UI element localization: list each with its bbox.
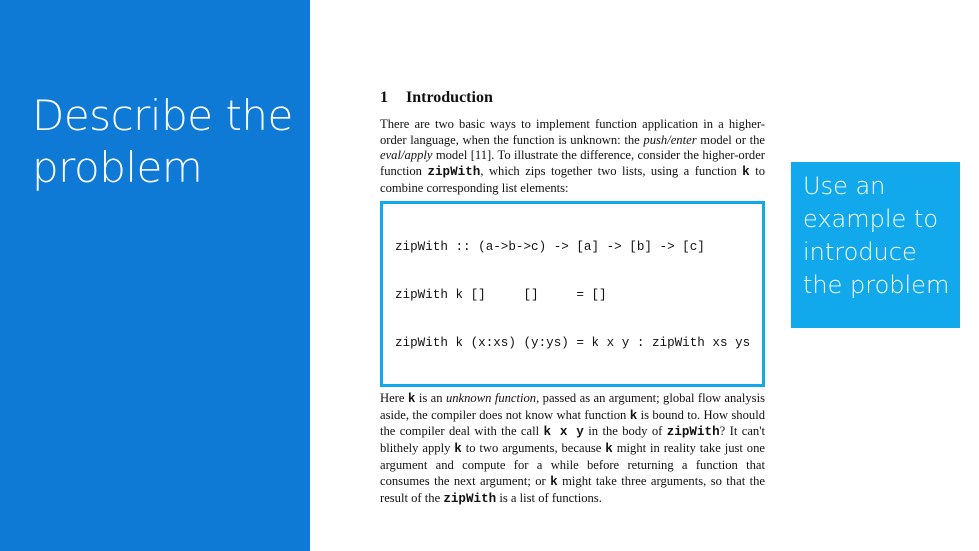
text-span: There are two basic ways to implement function application in a higher-order language, when the function is unknown: the: [380, 116, 765, 147]
code-term: k: [629, 408, 638, 423]
text-span: ? It can't blithely apply: [380, 424, 765, 456]
text-span: might in reality take just one argument and compute for a while before returning a function that consumes the next argument; or: [380, 441, 765, 488]
text-span: , passed as an argument; global flow analysis aside, the compiler does not know what function: [380, 390, 765, 422]
text-span: to combine corresponding list elements:: [380, 164, 765, 195]
callout-box: [791, 162, 960, 328]
text-span: model [11]. To illustrate the difference, consider the higher-order function: [380, 148, 765, 179]
push-enter-term: push/enter: [643, 132, 697, 147]
code-term: k: [742, 165, 750, 180]
text-span: is bound to. How should the compiler deal with the call: [380, 407, 765, 439]
paper-excerpt: [380, 88, 765, 507]
code-line: zipWith k [] [] = []: [395, 287, 607, 302]
callout-text: Use an example to introduce the problem: [803, 172, 950, 299]
text-span: is a list of functions.: [496, 490, 602, 505]
eval-apply-term: eval/apply: [380, 148, 433, 163]
text-span: Here: [380, 390, 408, 405]
section-title: Introduction: [406, 89, 493, 106]
section-number: 1: [380, 89, 388, 106]
text-span: model or the: [696, 132, 765, 147]
code-line: zipWith k (x:xs) (y:ys) = k x y : zipWith xs ys: [395, 335, 751, 350]
code-term: k: [550, 474, 558, 489]
text-span: , which zips together two lists, using a function: [480, 164, 743, 179]
section-heading: [380, 90, 765, 106]
code-example-box: [380, 201, 765, 387]
left-title-panel: [0, 0, 310, 551]
code-term: k: [407, 391, 416, 406]
code-line: zipWith :: (a->b->c) -> [a] -> [b] -> [c]: [395, 239, 705, 254]
slide-title: Describe the problem: [32, 91, 293, 192]
unknown-function-term: unknown function: [445, 390, 537, 405]
text-span: in the body of: [583, 424, 667, 439]
text-span: to two arguments, because: [461, 441, 606, 456]
code-term: zipWith: [443, 491, 497, 506]
code-term: zipWith: [427, 165, 481, 180]
intro-paragraph: [380, 117, 765, 197]
code-term: zipWith: [666, 425, 720, 440]
explanation-paragraph: [380, 391, 765, 508]
code-term: k x y: [543, 425, 584, 440]
text-span: is an: [415, 390, 446, 405]
text-span: might take three arguments, so that the result of the: [380, 473, 765, 505]
code-term: k: [454, 442, 462, 457]
code-term: k: [605, 442, 613, 457]
